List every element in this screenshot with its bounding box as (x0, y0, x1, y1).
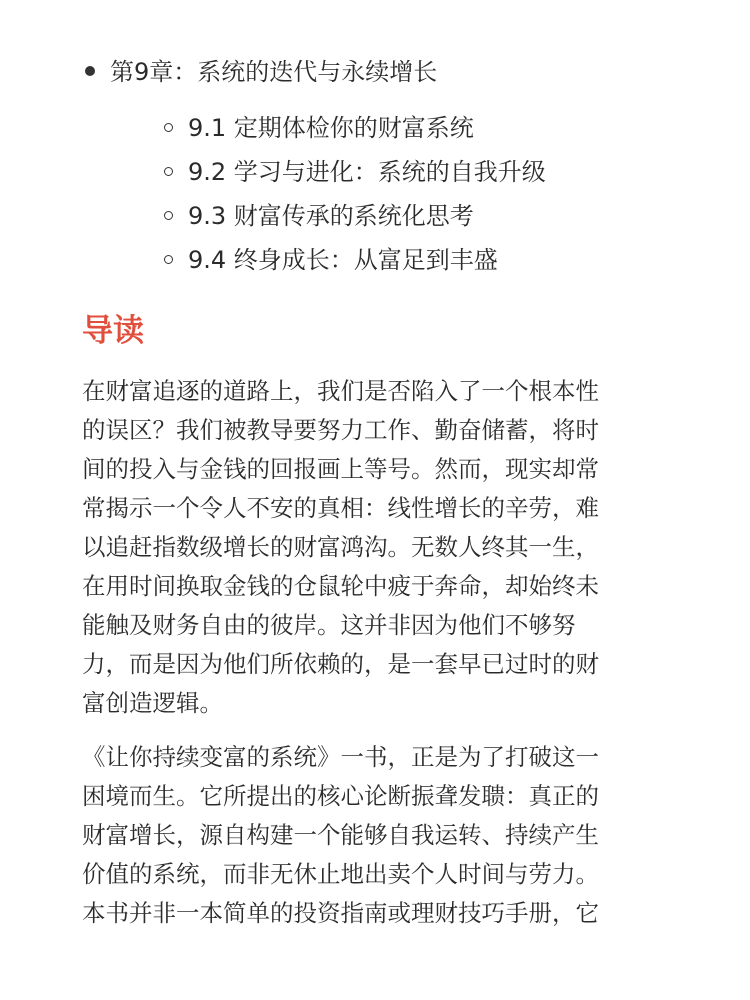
section-label: 9.2 学习与进化：系统的自我升级 (188, 158, 546, 186)
bullet-circle-icon (164, 255, 173, 264)
chapter-title: 第9章：系统的迭代与永续增长 (110, 58, 438, 86)
intro-paragraph-1 (82, 372, 674, 723)
section-item (188, 240, 498, 280)
paragraph-line: 以追赶指数级增长的财富鸿沟。无数人终其一生， (82, 533, 599, 561)
paragraph-line: 力，而是因为他们所依赖的，是一套早已过时的财 (82, 650, 599, 678)
paragraph-line: 财富增长，源自构建一个能够自我运转、持续产生 (82, 821, 599, 849)
section-label: 9.3 财富传承的系统化思考 (188, 202, 474, 230)
paragraph-line: 的误区？我们被教导要努力工作、勤奋储蓄，将时 (82, 416, 599, 444)
paragraph-line: 价值的系统，而非无休止地出卖个人时间与劳力。 (82, 860, 599, 888)
chapter-item (110, 52, 437, 92)
bullet-circle-icon (164, 211, 173, 220)
paragraph-line: 能触及财务自由的彼岸。这并非因为他们不够努 (82, 611, 576, 639)
paragraph-line: 困境而生。它所提出的核心论断振聋发聩：真正的 (82, 782, 599, 810)
intro-heading: 导读 (82, 313, 144, 349)
section-label: 9.4 终身成长：从富足到丰盛 (188, 246, 498, 274)
bullet-disc-icon (85, 66, 95, 76)
paragraph-line: 在财富追逐的道路上，我们是否陷入了一个根本性 (82, 377, 599, 405)
intro-paragraph-2 (82, 738, 674, 933)
paragraph-line: 在用时间换取金钱的仓鼠轮中疲于奔命，却始终未 (82, 572, 599, 600)
paragraph-line: 富创造逻辑。 (82, 689, 223, 717)
paragraph-line: 间的投入与金钱的回报画上等号。然而，现实却常 (82, 455, 599, 483)
paragraph-line: 常揭示一个令人不安的真相：线性增长的辛劳，难 (82, 494, 599, 522)
section-item (188, 152, 546, 192)
section-label: 9.1 定期体检你的财富系统 (188, 114, 474, 142)
section-item (188, 108, 474, 148)
paragraph-line: 本书并非一本简单的投资指南或理财技巧手册，它 (82, 899, 599, 927)
paragraph-line: 《让你持续变富的系统》一书，正是为了打破这一 (82, 743, 599, 771)
bullet-circle-icon (164, 123, 173, 132)
bullet-circle-icon (164, 167, 173, 176)
section-item (188, 196, 474, 236)
